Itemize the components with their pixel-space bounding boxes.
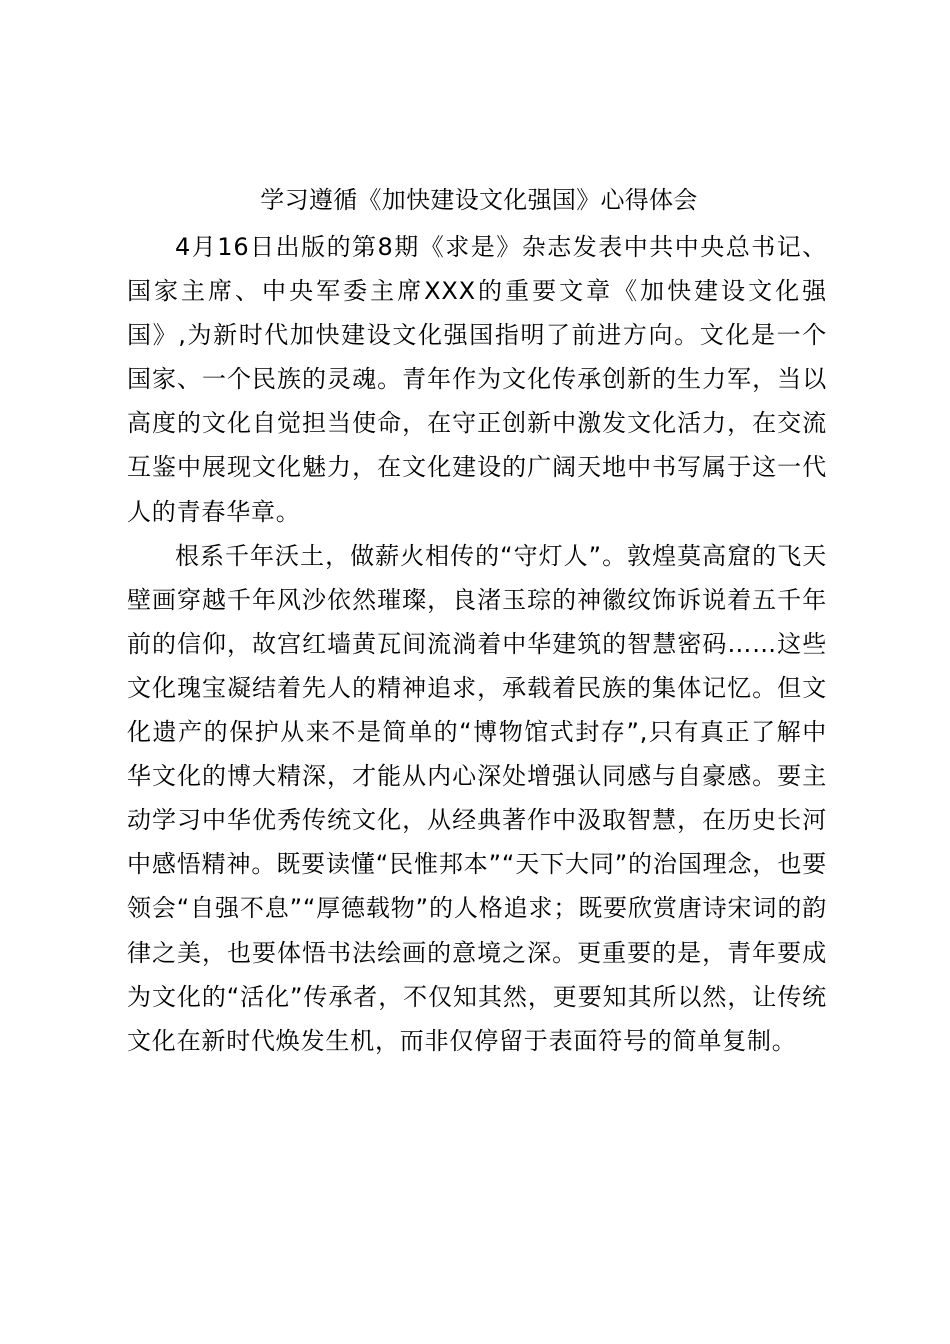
document-body bbox=[127, 225, 827, 1063]
paragraph-intro: 4月16日出版的第8期《求是》杂志发表中共中央总书记、国家主席、中央军委主席XXX的重要文章《加快建设文化强国》,为新时代加快建设文化强国指明了前进方向。文化是一个国家、一个民族的灵魂。青年作为文化传承创新的生力军，当以高度的文化自觉担当使命，在守正创新中激发文化活力，在交流互鉴中展现文化魅力，在文化建设的广阔天地中书写属于这一代人的青春华章。 bbox=[127, 233, 827, 526]
document-title: 学习遵循《加快建设文化强国》心得体会 bbox=[260, 186, 698, 214]
paragraph-heritage: 根系千年沃土，做薪火相传的“守灯人”。敦煌莫高窟的飞天壁画穿越千年风沙依然璀璨，良渚玉琮的神徽纹饰诉说着五千年前的信仰，故宫红墙黄瓦间流淌着中华建筑的智慧密码……这些文化瑰宝凝结着先人的精神追求，承载着民族的集体记忆。但文化遗产的保护从来不是简单的“博物馆式封存”,只有真正了解中华文化的博大精深，才能从内心深处增强认同感与自豪感。要主动学习中华优秀传统文化，从经典著作中汲取智慧，在历史长河中感悟精神。既要读懂“民惟邦本”“天下大同”的治国理念，也要领会“自强不息”“厚德载物”的人格追求；既要欣赏唐诗宋词的韵律之美，也要体悟书法绘画的意境之深。更重要的是，青年要成为文化的“活化”传承者，不仅知其然，更要知其所以然，让传统文化在新时代焕发生机，而非仅停留于表面符号的简单复制。 bbox=[127, 541, 827, 1055]
